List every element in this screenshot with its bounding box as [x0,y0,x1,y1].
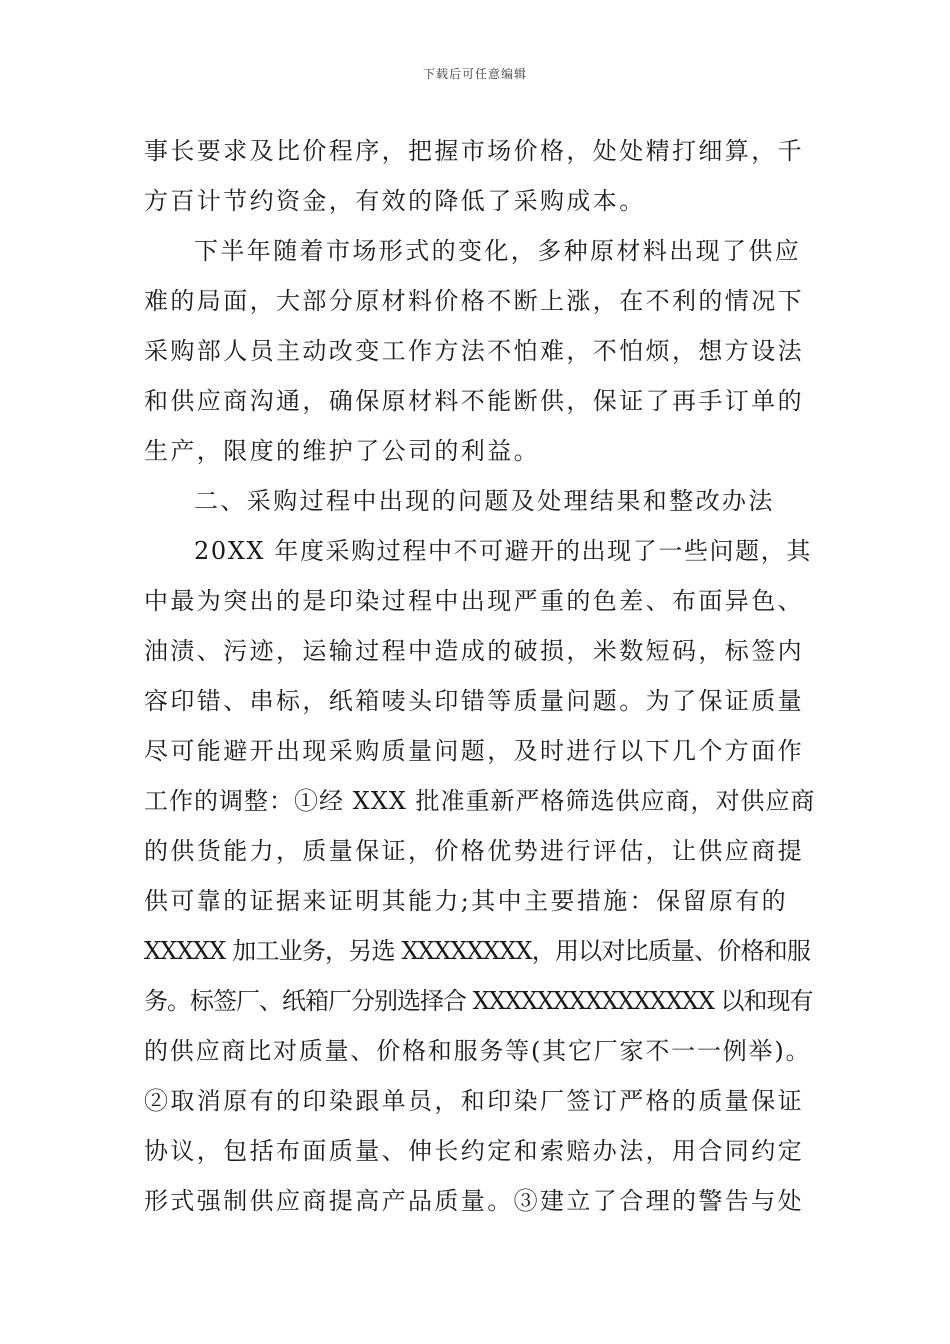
text-line: 形式强制供应商提高产品质量。③建立了合理的警告与处 [144,1187,804,1215]
text-line: 中最为突出的是印染过程中出现严重的色差、布面异色、 [144,587,804,615]
text-line: 容印错、串标，纸箱唛头印错等质量问题。为了保证质量 [144,687,804,715]
text-line: 方百计节约资金，有效的降低了采购成本。 [144,187,646,215]
text-line: 20XX 年度采购过程中不可避开的出现了一些问题，其 [194,537,812,565]
text-line: 的供货能力，质量保证，价格优势进行评估，让供应商提 [144,837,804,865]
text-line: 难的局面，大部分原材料价格不断上涨，在不利的情况下 [144,287,804,315]
page-header: 下载后可任意编辑 [422,67,527,81]
text-line: 事长要求及比价程序，把握市场价格，处处精打细算，千 [144,137,804,165]
text-line: 下半年随着市场形式的变化，多种原材料出现了供应 [194,237,802,265]
text-line: 油渍、污迹，运输过程中造成的破损，米数短码，标签内 [144,637,804,665]
text-line: 二、采购过程中出现的问题及处理结果和整改办法 [194,487,775,515]
text-line: 工作的调整：①经 XXX 批准重新严格筛选供应商，对供应商 [144,787,816,815]
text-line: 务。标签厂、纸箱厂分别选择合 XXXXXXXXXXXXXXX 以和现有 [144,987,813,1015]
text-line: ②取消原有的印染跟单员，和印染厂签订严格的质量保证 [144,1087,804,1115]
text-line: 和供应商沟通，确保原材料不能断供，保证了再手订单的 [144,387,804,415]
body-text [144,126,816,1226]
text-line: 协议，包括布面质量、伸长约定和索赔办法，用合同约定 [144,1137,804,1165]
text-line: 的供应商比对质量、价格和服务等(其它厂家不一一例举)。 [144,1037,812,1065]
text-line: 采购部人员主动改变工作方法不怕难，不怕烦，想方设法 [144,337,804,365]
text-line: XXXXX 加工业务，另选 XXXXXXXX，用以对比质量、价格和服 [144,937,811,965]
text-line: 生产，限度的维护了公司的利益。 [144,437,540,465]
text-line: 供可靠的证据来证明其能力;其中主要措施：保留原有的 [144,887,789,915]
text-line: 尽可能避开出现采购质量问题，及时进行以下几个方面作 [144,737,804,765]
